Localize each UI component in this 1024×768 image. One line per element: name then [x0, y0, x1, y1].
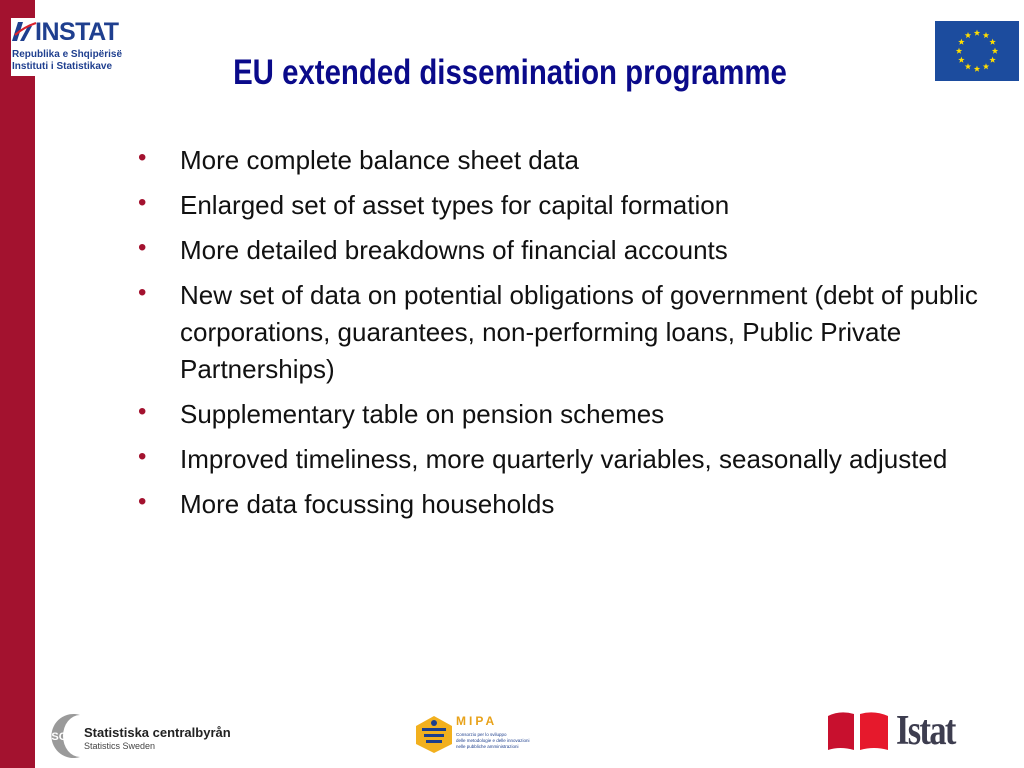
- mipa-line2: delle metodologie e delle innovazioni: [456, 738, 530, 743]
- scb-logo: [50, 708, 240, 764]
- mipa-logo: [412, 712, 537, 756]
- list-item: [138, 486, 988, 523]
- page-title: EU extended dissemination programme: [233, 53, 787, 92]
- list-item-text: Enlarged set of asset types for capital formation: [180, 190, 730, 220]
- list-item: [138, 142, 988, 179]
- bullet-dot-icon: •: [138, 443, 147, 470]
- bullet-dot-icon: •: [138, 279, 147, 306]
- mipa-bee-icon: [412, 714, 456, 754]
- mipa-line3: nelle pubbliche amministrazioni: [456, 744, 519, 749]
- bullet-dot-icon: •: [138, 488, 147, 515]
- list-item-text: More data focussing households: [180, 489, 555, 519]
- bullet-dot-icon: •: [138, 144, 147, 171]
- list-item: [138, 277, 988, 388]
- scb-mark-text: SCB: [51, 731, 75, 743]
- list-item-text: More complete balance sheet data: [180, 145, 579, 175]
- list-item: [138, 396, 988, 433]
- scb-subtitle: Statistics Sweden: [84, 741, 156, 751]
- scb-name: Statistiska centralbyrån: [84, 725, 231, 740]
- list-item-text: Supplementary table on pension schemes: [180, 399, 665, 429]
- istat-logo: [826, 706, 976, 758]
- mipa-line1: Consorzio per lo sviluppo: [456, 732, 507, 737]
- instat-wordmark: INSTAT: [35, 18, 119, 46]
- list-item-text: New set of data on potential obligations of government (debt of public corporations, guarantees, non-performing loans, Public Private Partnerships): [180, 280, 978, 384]
- list-item: [138, 232, 988, 269]
- list-item-text: More detailed breakdowns of financial accounts: [180, 235, 728, 265]
- instat-logo: [11, 18, 123, 76]
- mipa-name: MIPA: [456, 714, 498, 728]
- left-accent-bar: [0, 0, 35, 768]
- instat-line2: Instituti i Statistikave: [12, 61, 113, 72]
- instat-mark-icon: [11, 20, 37, 42]
- istat-mark-icon: [826, 708, 890, 752]
- bullet-dot-icon: •: [138, 189, 147, 216]
- bullet-dot-icon: •: [138, 398, 147, 425]
- eu-flag-icon: [935, 21, 1019, 81]
- bullet-dot-icon: •: [138, 234, 147, 261]
- bullet-list: [138, 142, 988, 531]
- list-item: [138, 441, 988, 478]
- list-item: [138, 187, 988, 224]
- instat-line1: Republika e Shqipërisë: [12, 49, 123, 60]
- list-item-text: Improved timeliness, more quarterly variables, seasonally adjusted: [180, 444, 948, 474]
- istat-wordmark: Istat: [896, 708, 955, 754]
- scb-mark-icon: [50, 711, 86, 761]
